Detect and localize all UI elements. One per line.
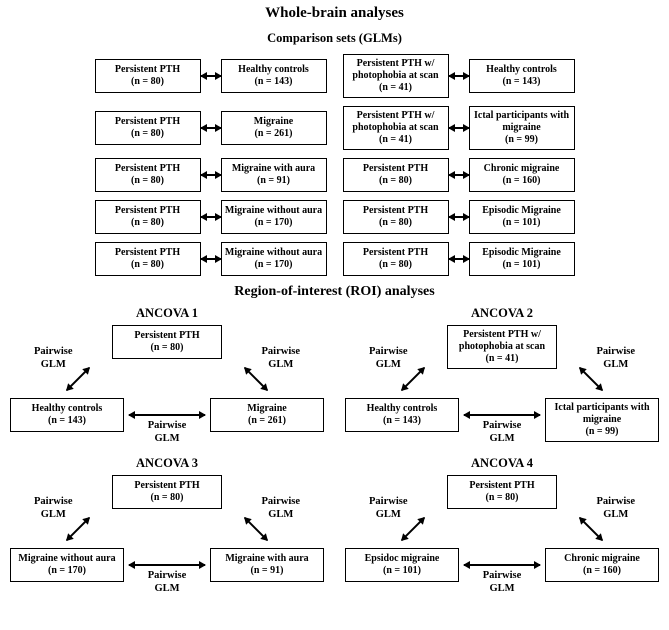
group-name: Persistent PTH w/ photophobia at scan xyxy=(458,329,546,352)
group-box xyxy=(95,59,201,93)
pairwise-glm-label-line: Pairwise xyxy=(482,420,522,431)
pairwise-glm-label-line: Pairwise xyxy=(261,346,300,357)
group-box xyxy=(343,54,449,98)
pairwise-glm-label-line: Pairwise xyxy=(596,346,635,357)
pairwise-glm-label-line: GLM xyxy=(603,508,629,520)
pairwise-glm-label-line: GLM xyxy=(489,432,515,444)
group-count: (n = 170) xyxy=(254,217,293,228)
group-name: Migraine xyxy=(253,116,294,127)
group-count: (n = 101) xyxy=(383,565,421,576)
group-name: Persistent PTH xyxy=(134,480,200,491)
double-arrow-horizontal xyxy=(464,564,540,566)
group-count: (n = 91) xyxy=(250,565,284,576)
pairwise-glm-label-line: GLM xyxy=(603,358,629,370)
comparison-pair xyxy=(343,242,575,276)
comparison-pair xyxy=(95,54,327,98)
comparison-pair xyxy=(95,106,327,150)
glm-row-5 xyxy=(0,242,669,276)
group-box xyxy=(345,548,459,582)
glm-row-2 xyxy=(0,106,669,150)
comparison-pair xyxy=(343,158,575,192)
double-arrow xyxy=(449,75,469,77)
group-name: Persistent PTH xyxy=(114,205,181,216)
group-count: (n = 261) xyxy=(254,128,293,139)
pairwise-glm-label-line: Pairwise xyxy=(34,346,73,357)
comparison-pair xyxy=(95,158,327,192)
group-box xyxy=(469,158,575,192)
pairwise-glm-label xyxy=(369,496,408,521)
group-box xyxy=(469,200,575,234)
group-name: Persistent PTH w/ photophobia at scan xyxy=(352,58,439,81)
group-count: (n = 80) xyxy=(131,128,164,139)
group-name: Migraine with aura xyxy=(225,553,309,564)
pairwise-glm-label-line: Pairwise xyxy=(369,496,408,507)
group-count: (n = 261) xyxy=(248,415,286,426)
pairwise-glm-label xyxy=(483,570,522,595)
group-box xyxy=(95,242,201,276)
group-box xyxy=(545,398,659,442)
group-box xyxy=(221,200,327,234)
group-count: (n = 101) xyxy=(502,259,541,270)
double-arrow xyxy=(449,127,469,129)
pairwise-glm-label-line: GLM xyxy=(375,358,401,370)
pairwise-glm-label-line: GLM xyxy=(375,508,401,520)
double-arrow xyxy=(449,258,469,260)
glm-section xyxy=(0,54,669,276)
group-box xyxy=(112,475,222,509)
group-name: Persistent PTH xyxy=(362,163,429,174)
double-arrow xyxy=(201,216,221,218)
double-arrow-horizontal xyxy=(129,564,205,566)
group-count: (n = 101) xyxy=(502,217,541,228)
group-name: Persistent PTH xyxy=(134,330,200,341)
comparison-pair xyxy=(95,200,327,234)
pairwise-glm-label-line: Pairwise xyxy=(369,346,408,357)
group-box xyxy=(343,200,449,234)
group-count: (n = 143) xyxy=(254,76,293,87)
group-box xyxy=(10,548,124,582)
ancova-title: ANCOVA 3 xyxy=(136,456,198,470)
group-count: (n = 143) xyxy=(502,76,541,87)
ancova-panel-4 xyxy=(343,456,661,598)
group-count: (n = 80) xyxy=(131,76,164,87)
comparison-pair xyxy=(343,106,575,150)
ancova-title: ANCOVA 4 xyxy=(471,456,533,470)
pairwise-glm-label xyxy=(369,346,408,371)
group-name: Ictal participants with migraine xyxy=(554,402,650,425)
pairwise-glm-label-line: Pairwise xyxy=(147,570,187,581)
group-box xyxy=(545,548,659,582)
group-box xyxy=(469,106,575,150)
pairwise-glm-label xyxy=(597,496,636,521)
group-name: Epsidoc migraine xyxy=(364,553,440,564)
double-arrow-horizontal xyxy=(129,414,205,416)
group-name: Migraine without aura xyxy=(224,205,323,216)
group-count: (n = 80) xyxy=(150,492,184,503)
pairwise-glm-label-line: GLM xyxy=(268,508,294,520)
pairwise-glm-label xyxy=(34,496,73,521)
pairwise-glm-label-line: Pairwise xyxy=(261,496,300,507)
group-count: (n = 80) xyxy=(379,217,412,228)
roi-title: Region-of-interest (ROI) analyses xyxy=(234,284,435,299)
pairwise-glm-label-line: GLM xyxy=(489,582,515,594)
ancova-panel-2 xyxy=(343,306,661,448)
group-box xyxy=(469,242,575,276)
group-name: Healthy controls xyxy=(366,403,438,414)
group-count: (n = 80) xyxy=(379,175,412,186)
group-name: Migraine without aura xyxy=(18,553,116,564)
comparison-pair xyxy=(95,242,327,276)
group-count: (n = 143) xyxy=(48,415,86,426)
glm-row-4 xyxy=(0,200,669,234)
group-name: Healthy controls xyxy=(31,403,103,414)
comparison-sets-title: Comparison sets (GLMs) xyxy=(267,31,402,45)
glm-row-3 xyxy=(0,158,669,192)
group-box xyxy=(343,158,449,192)
group-box xyxy=(112,325,222,359)
group-box xyxy=(221,242,327,276)
group-name: Persistent PTH xyxy=(362,247,429,258)
double-arrow xyxy=(201,258,221,260)
group-box xyxy=(447,475,557,509)
ancova-grid xyxy=(0,306,669,598)
pairwise-glm-label-line: Pairwise xyxy=(482,570,522,581)
group-box xyxy=(95,200,201,234)
comparison-pair xyxy=(343,54,575,98)
group-box xyxy=(447,325,557,369)
group-box xyxy=(221,59,327,93)
group-name: Persistent PTH w/ photophobia at scan xyxy=(352,110,439,133)
group-name: Persistent PTH xyxy=(114,247,181,258)
ancova-panel-1 xyxy=(8,306,326,448)
comparison-pair xyxy=(343,200,575,234)
group-count: (n = 80) xyxy=(131,259,164,270)
pairwise-glm-label-line: GLM xyxy=(154,432,180,444)
pairwise-glm-label xyxy=(34,346,73,371)
group-box xyxy=(221,158,327,192)
group-box xyxy=(210,398,324,432)
pairwise-glm-label-line: Pairwise xyxy=(596,496,635,507)
group-box xyxy=(95,158,201,192)
pairwise-glm-label-line: Pairwise xyxy=(147,420,187,431)
group-count: (n = 80) xyxy=(379,259,412,270)
group-box xyxy=(469,59,575,93)
group-name: Migraine without aura xyxy=(224,247,323,258)
group-count: (n = 170) xyxy=(254,259,293,270)
group-count: (n = 91) xyxy=(257,175,290,186)
group-count: (n = 41) xyxy=(379,82,412,93)
double-arrow-horizontal xyxy=(464,414,540,416)
group-count: (n = 160) xyxy=(583,565,621,576)
group-count: (n = 99) xyxy=(505,134,538,145)
pairwise-glm-label-line: Pairwise xyxy=(34,496,73,507)
pairwise-glm-label-line: GLM xyxy=(40,358,66,370)
ancova-title: ANCOVA 2 xyxy=(471,306,533,320)
group-name: Chronic migraine xyxy=(483,163,560,174)
group-box xyxy=(210,548,324,582)
double-arrow xyxy=(201,127,221,129)
group-count: (n = 41) xyxy=(379,134,412,145)
group-name: Episodic Migraine xyxy=(482,205,561,216)
group-name: Persistent PTH xyxy=(469,480,535,491)
pairwise-glm-label xyxy=(597,346,636,371)
group-count: (n = 80) xyxy=(485,492,519,503)
group-name: Chronic migraine xyxy=(564,553,640,564)
group-count: (n = 80) xyxy=(131,217,164,228)
group-name: Persistent PTH xyxy=(114,64,181,75)
group-name: Migraine with aura xyxy=(231,163,316,174)
group-count: (n = 170) xyxy=(48,565,86,576)
pairwise-glm-label xyxy=(262,346,301,371)
group-count: (n = 99) xyxy=(585,426,619,437)
group-name: Healthy controls xyxy=(486,64,557,75)
group-name: Episodic Migraine xyxy=(482,247,561,258)
group-count: (n = 41) xyxy=(485,353,519,364)
group-count: (n = 160) xyxy=(502,175,541,186)
group-count: (n = 80) xyxy=(131,175,164,186)
pairwise-glm-label-line: GLM xyxy=(40,508,66,520)
group-name: Migraine xyxy=(247,403,287,414)
group-name: Ictal participants with migraine xyxy=(474,110,569,133)
group-name: Healthy controls xyxy=(238,64,309,75)
ancova-title: ANCOVA 1 xyxy=(136,306,198,320)
group-box xyxy=(345,398,459,432)
group-count: (n = 80) xyxy=(150,342,184,353)
pairwise-glm-label xyxy=(483,420,522,445)
glm-row-1 xyxy=(0,54,669,98)
pairwise-glm-label-line: GLM xyxy=(154,582,180,594)
double-arrow xyxy=(201,75,221,77)
double-arrow xyxy=(449,216,469,218)
pairwise-glm-label xyxy=(262,496,301,521)
pairwise-glm-label xyxy=(148,420,187,445)
pairwise-glm-label-line: GLM xyxy=(268,358,294,370)
group-name: Persistent PTH xyxy=(114,163,181,174)
group-name: Persistent PTH xyxy=(114,116,181,127)
group-count: (n = 143) xyxy=(383,415,421,426)
double-arrow xyxy=(201,174,221,176)
figure-title: Whole-brain analyses xyxy=(265,5,404,21)
group-box xyxy=(10,398,124,432)
group-box xyxy=(343,242,449,276)
group-name: Persistent PTH xyxy=(362,205,429,216)
double-arrow xyxy=(449,174,469,176)
pairwise-glm-label xyxy=(148,570,187,595)
group-box xyxy=(343,106,449,150)
ancova-panel-3 xyxy=(8,456,326,598)
group-box xyxy=(95,111,201,145)
group-box xyxy=(221,111,327,145)
